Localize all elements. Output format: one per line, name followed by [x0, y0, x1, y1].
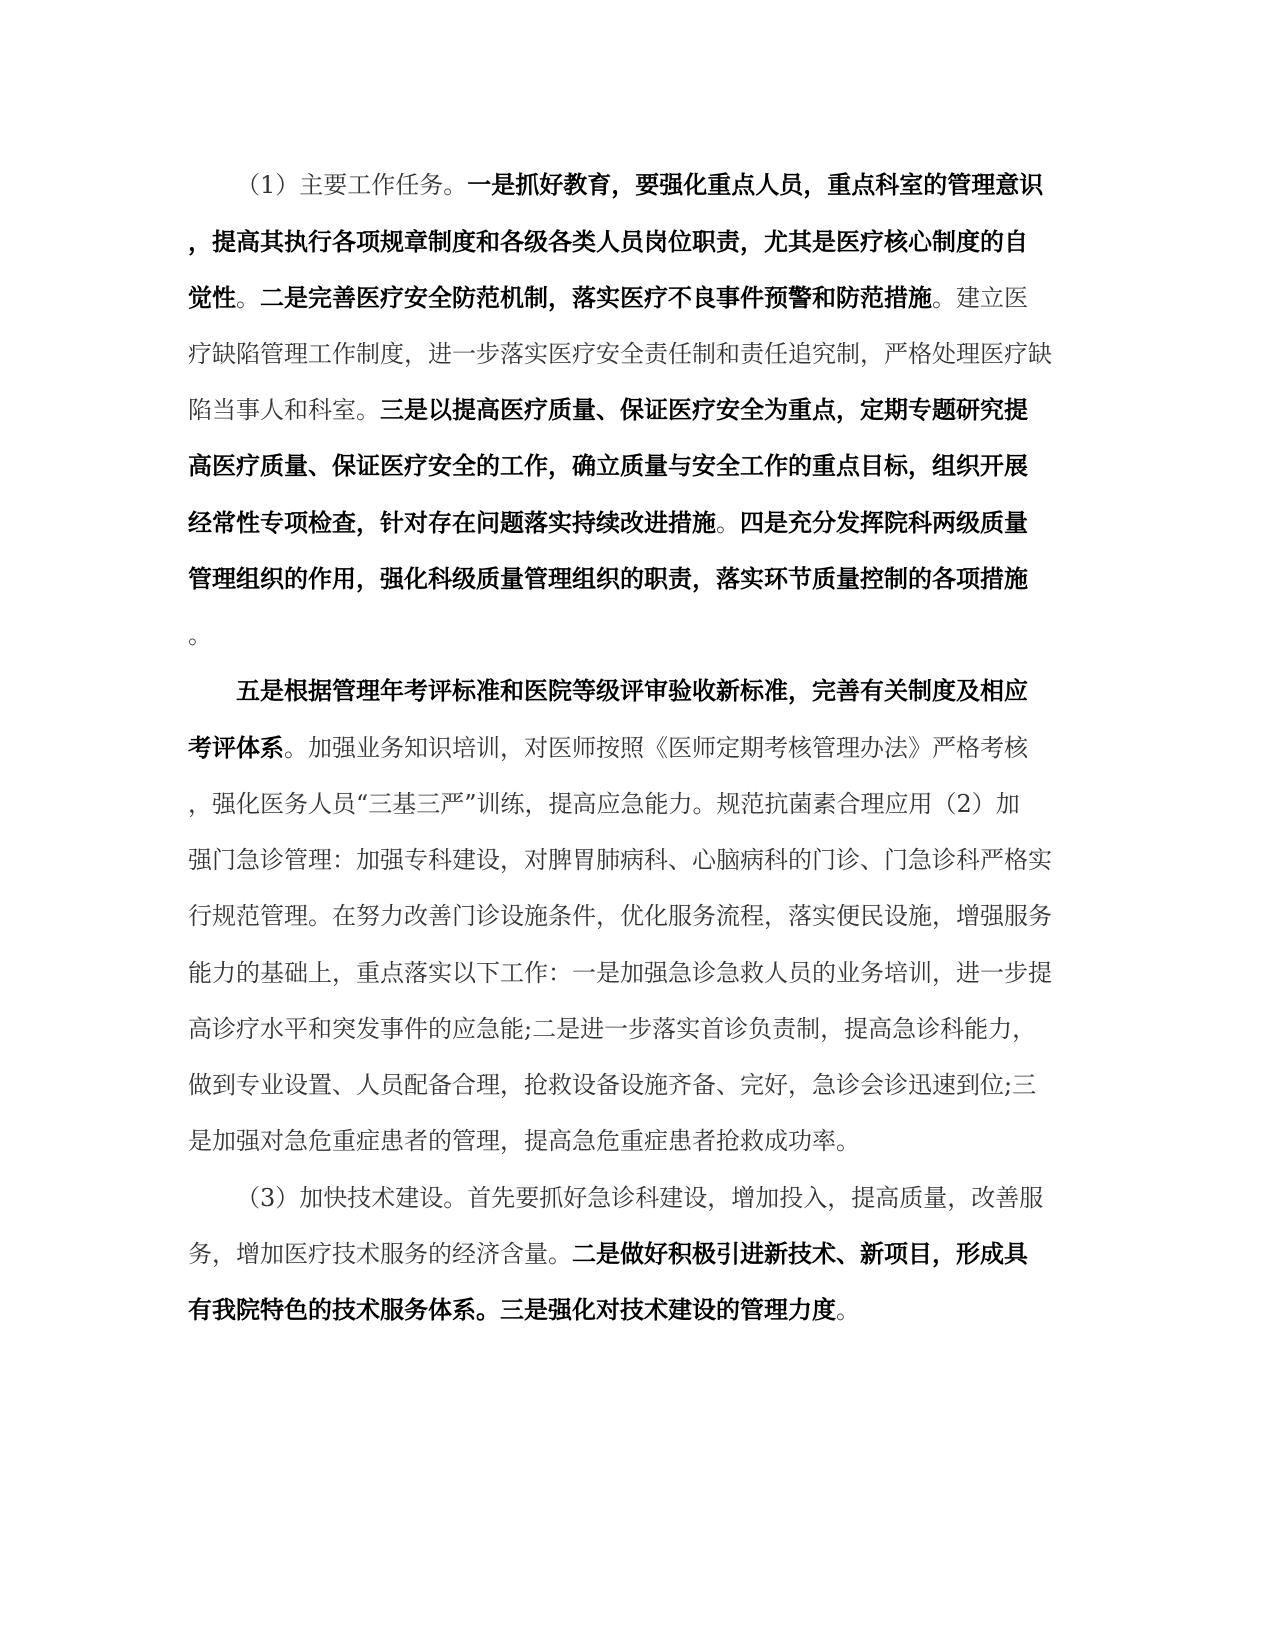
bold-text-segment: ，提高其执行各项规章制度和各级各类人员岗位职责，尤其是医疗核心制度的自: [188, 227, 1028, 256]
text-segment: 。: [716, 509, 740, 537]
text-line: [188, 339, 1052, 369]
bold-text-segment: 考评体系: [188, 733, 284, 762]
text-line: [188, 451, 1028, 481]
text-line: [188, 1239, 1028, 1269]
text-line: [188, 733, 1028, 763]
text-line: [236, 170, 1043, 200]
text-segment: 。建立医: [932, 284, 1028, 312]
bold-text-segment: 觉性: [188, 283, 236, 312]
text-line: [236, 1183, 1043, 1213]
text-line: [188, 1014, 1036, 1044]
text-line: [188, 564, 1028, 594]
text-segment: 做到专业设置、人员配备合理，抢救设备设施齐备、完好，急诊会诊迅速到位;三: [188, 1071, 1037, 1099]
text-line: [188, 508, 1028, 538]
bold-text-segment: 五是根据管理年考评标准和医院等级评审验收新标准，完善有关制度及相应: [236, 676, 1028, 705]
text-segment: 能力的基础上，重点落实以下工作：一是加强急诊急救人员的业务培训，进一步提: [188, 959, 1052, 987]
bold-text-segment: 四是充分发挥院科两级质量: [740, 508, 1028, 537]
text-segment: 是加强对急危重症患者的管理，提高急危重症患者抢救成功率。: [188, 1127, 860, 1155]
text-segment: 务，增加医疗技术服务的经济含量。: [188, 1240, 572, 1268]
bold-text-segment: 高医疗质量、保证医疗安全的工作，确立质量与安全工作的重点目标，组织开展: [188, 451, 1028, 480]
text-segment: 疗缺陷管理工作制度，进一步落实医疗安全责任制和责任追究制，严格处理医疗缺: [188, 340, 1052, 368]
text-segment: 。加强业务知识培训，对医师按照《医师定期考核管理办法》严格考核: [284, 734, 1028, 762]
text-segment: 。: [236, 284, 260, 312]
bold-text-segment: 二是完善医疗安全防范机制，落实医疗不良事件预警和防范措施: [260, 283, 932, 312]
text-line: [188, 845, 1052, 875]
text-segment: 行规范管理。在努力改善门诊设施条件，优化服务流程，落实便民设施，增强服务: [188, 902, 1052, 930]
bold-text-segment: 三是以提高医疗质量、保证医疗安全为重点，定期专题研究提: [380, 395, 1028, 424]
bold-text-segment: 有我院特色的技术服务体系。三是强化对技术建设的管理力度: [188, 1295, 836, 1324]
text-line: [188, 958, 1052, 988]
text-segment: ，强化医务人员“三基三严”训练，提高应急能力。规范抗菌素合理应用（2）加: [188, 790, 1020, 818]
text-line: [188, 1126, 860, 1156]
text-line: [188, 227, 1028, 257]
text-line: [188, 901, 1052, 931]
text-segment: （1）主要工作任务。: [236, 171, 468, 199]
bold-text-segment: 管理组织的作用，强化科级质量管理组织的职责，落实环节质量控制的各项措施: [188, 564, 1028, 593]
text-line: [188, 1070, 1036, 1100]
text-segment: 高诊疗水平和突发事件的应急能;二是进一步落实首诊负责制，提高急诊科能力，: [188, 1015, 1037, 1043]
text-line: [188, 1295, 860, 1325]
bold-text-segment: 二是做好积极引进新技术、新项目，形成具: [572, 1239, 1028, 1268]
text-line: [188, 789, 1020, 819]
text-line: [236, 676, 1028, 706]
text-segment: 强门急诊管理：加强专科建设，对脾胃肺病科、心脑病科的门诊、门急诊科严格实: [188, 846, 1052, 874]
text-line: [188, 620, 212, 650]
text-segment: 。: [836, 1296, 860, 1324]
text-segment: 陷当事人和科室。: [188, 396, 380, 424]
text-line: [188, 395, 1028, 425]
bold-text-segment: 一是抓好教育，要强化重点人员，重点科室的管理意识: [467, 170, 1044, 199]
bold-text-segment: 经常性专项检查，针对存在问题落实持续改进措施: [188, 508, 716, 537]
text-segment: （3）加快技术建设。首先要抓好急诊科建设，增加投入，提高质量，改善服: [236, 1184, 1044, 1212]
text-segment: 。: [188, 621, 212, 649]
text-line: [188, 283, 1028, 313]
